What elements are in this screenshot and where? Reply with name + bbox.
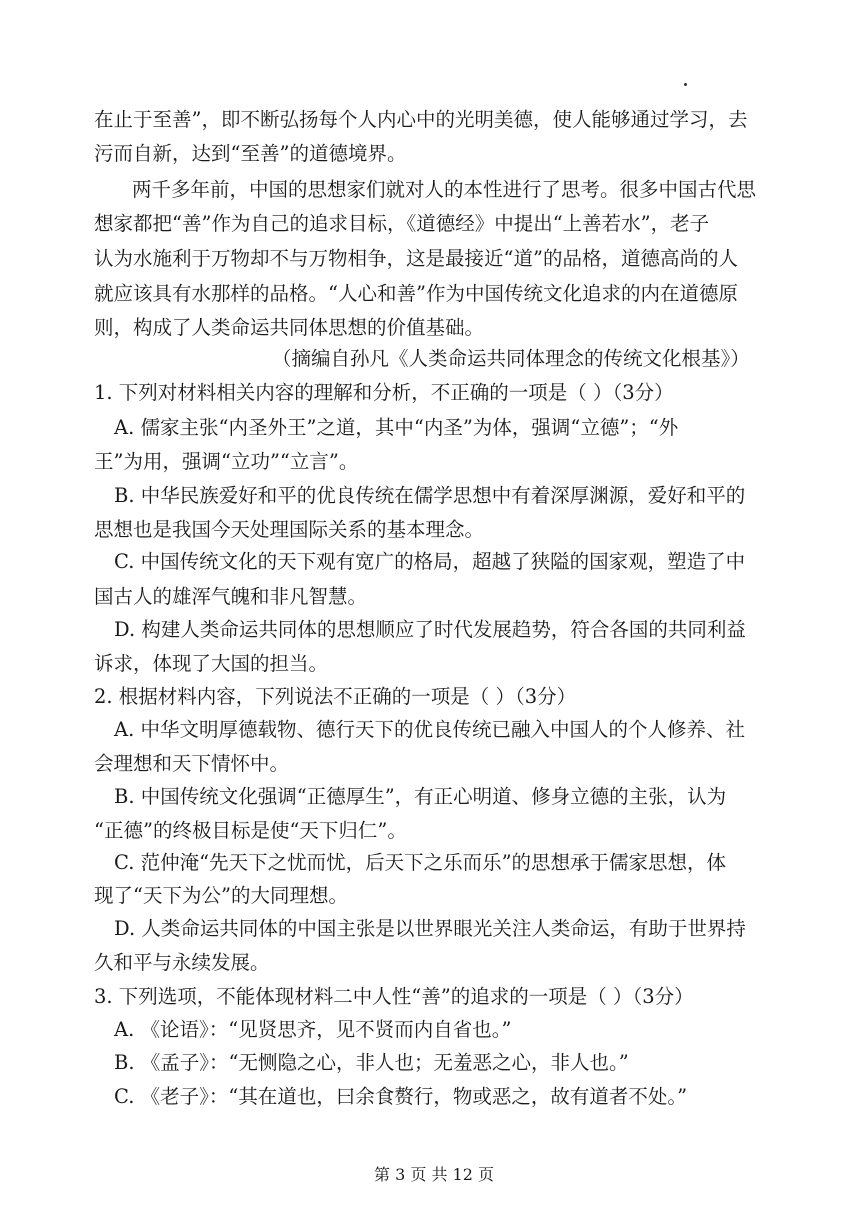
question-stem: 3. 下列选项，不能体现材料二中人性“善”的追求的一项是（ ）（3分）	[94, 985, 694, 1008]
option-a: A. 儒家主张“内圣外王”之道，其中“内圣”为体，强调“立德”；“外	[114, 416, 679, 439]
paragraph-line: 两千多年前，中国的思想家们就对人的本性进行了思考。很多中国古代思	[132, 178, 757, 201]
option-d-cont: 诉求，体现了大国的担当。	[94, 652, 329, 675]
option-a-cont: 王”为用，强调“立功”“立言”。	[94, 450, 359, 473]
paragraph-line: 在止于至善”，即不断弘扬每个人内心中的光明美德，使人能够通过学习，去	[94, 108, 748, 131]
option-c: C. 《老子》：“其在道也，曰余食赘行，物或恶之，故有道者不处。”	[114, 1085, 688, 1108]
source-citation: （摘编自孙凡《人类命运共同体理念的传统文化根基》）	[272, 347, 750, 370]
option-b-cont: “正德”的终极目标是使“天下归仁”。	[94, 819, 407, 842]
question-stem: 1. 下列对材料相关内容的理解和分析，不正确的一项是（ ）（3分）	[94, 381, 674, 404]
paragraph-line: 污而自新，达到“至善”的道德境界。	[94, 142, 407, 165]
page-number: 第 3 页 共 12 页	[374, 1165, 494, 1184]
option-a-cont: 会理想和天下情怀中。	[94, 752, 290, 775]
option-c-cont: 现了“天下为公”的大同理想。	[94, 884, 348, 907]
option-c: C. 范仲淹“先天下之忧而忧，后天下之乐而乐”的思想承于儒家思想，体	[114, 851, 727, 874]
scan-speck	[684, 83, 687, 86]
option-d: D. 人类命运共同体的中国主张是以世界眼光关注人类命运，有助于世界持	[114, 917, 746, 940]
option-d-cont: 久和平与永续发展。	[94, 951, 270, 974]
paragraph-line: 认为水施利于万物却不与万物相争，这是最接近“道”的品格，道德高尚的人	[94, 247, 738, 270]
option-a: A. 《论语》：“见贤思齐，见不贤而内自省也。”	[114, 1018, 512, 1041]
option-c: C. 中国传统文化的天下观有宽广的格局，超越了狭隘的国家观，塑造了中	[114, 550, 746, 573]
option-b-cont: 思想也是我国今天处理国际关系的基本理念。	[94, 518, 485, 541]
option-b: B. 中国传统文化强调“正德厚生”，有正心明道、修身立德的主张，认为	[114, 785, 727, 808]
option-a: A. 中华文明厚德载物、德行天下的优良传统已融入中国人的个人修养、社	[114, 718, 745, 741]
option-d: D. 构建人类命运共同体的思想顺应了时代发展趋势，符合各国的共同利益	[114, 618, 746, 641]
question-stem: 2. 根据材料内容，下列说法不正确的一项是（ ）（3分）	[94, 685, 577, 708]
option-c-cont: 国古人的雄浑气魄和非凡智慧。	[94, 585, 368, 608]
paragraph-line: 想家都把“善”作为自己的追求目标，《道德经》中提出“上善若水”，老子	[94, 212, 710, 235]
option-b: B. 《孟子》：“无恻隐之心，非人也；无羞恶之心，非人也。”	[114, 1051, 629, 1074]
paragraph-line: 则，构成了人类命运共同体思想的价值基础。	[94, 316, 485, 339]
paragraph-line: 就应该具有水那样的品格。“人心和善”作为中国传统文化追求的内在道德原	[94, 282, 738, 305]
option-b: B. 中华民族爱好和平的优良传统在儒学思想中有着深厚渊源，爱好和平的	[114, 484, 746, 507]
